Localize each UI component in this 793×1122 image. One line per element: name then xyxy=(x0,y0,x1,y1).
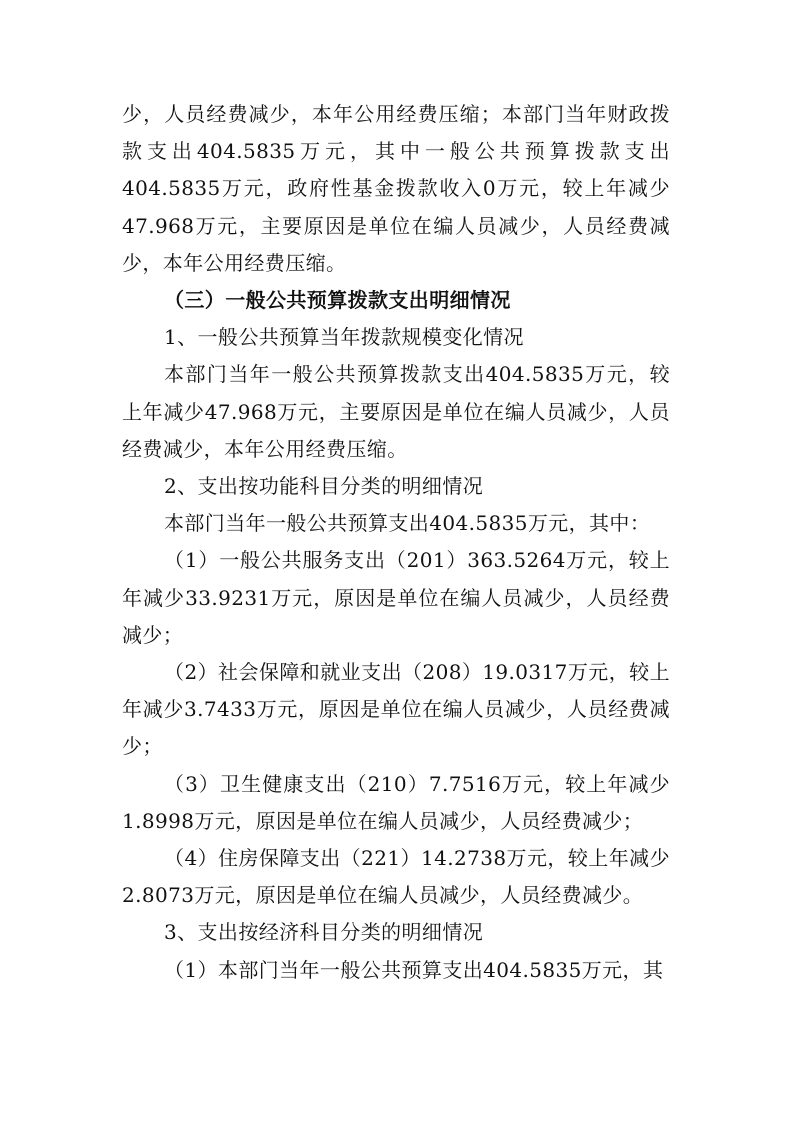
section-heading: （三）一般公共预算拨款支出明细情况 xyxy=(164,288,511,313)
list-item: （1）本部门当年一般公共预算支出404.5835万元，其 xyxy=(164,957,664,982)
subsection-heading: 3、支出按经济科目分类的明细情况 xyxy=(164,920,484,945)
paragraph-continued: 少，人员经费减少，本年公用经费压缩；本部门当年财政拨款支出404.5835万元，其中一般公共预算拨款支出404.5835万元，政府性基金拨款收入0万元，较上年减少47.968万元，主要原因是单位在编人员减少，人员经费减少，本年公用经费压缩。 xyxy=(122,102,670,275)
list-item: （2）社会保障和就业支出（208）19.0317万元，较上年减少3.7433万元，原因是单位在编人员减少，人员经费减少； xyxy=(122,660,670,759)
document-body xyxy=(122,96,670,989)
list-item: （1）一般公共服务支出（201）363.5264万元，较上年减少33.9231万元，原因是单位在编人员减少，人员经费减少； xyxy=(122,548,670,647)
paragraph: 本部门当年一般公共预算支出404.5835万元，其中： xyxy=(164,511,651,536)
paragraph: 本部门当年一般公共预算拨款支出404.5835万元，较上年减少47.968万元，主要原因是单位在编人员减少，人员经费减少，本年公用经费压缩。 xyxy=(122,362,670,461)
subsection-heading: 2、支出按功能科目分类的明细情况 xyxy=(164,474,484,499)
subsection-heading: 1、一般公共预算当年拨款规模变化情况 xyxy=(164,325,524,350)
list-item: （3）卫生健康支出（210）7.7516万元，较上年减少1.8998万元，原因是单位在编人员减少，人员经费减少； xyxy=(122,771,670,833)
list-item: （4）住房保障支出（221）14.2738万元，较上年减少2.8073万元，原因是单位在编人员减少，人员经费减少。 xyxy=(122,846,670,908)
